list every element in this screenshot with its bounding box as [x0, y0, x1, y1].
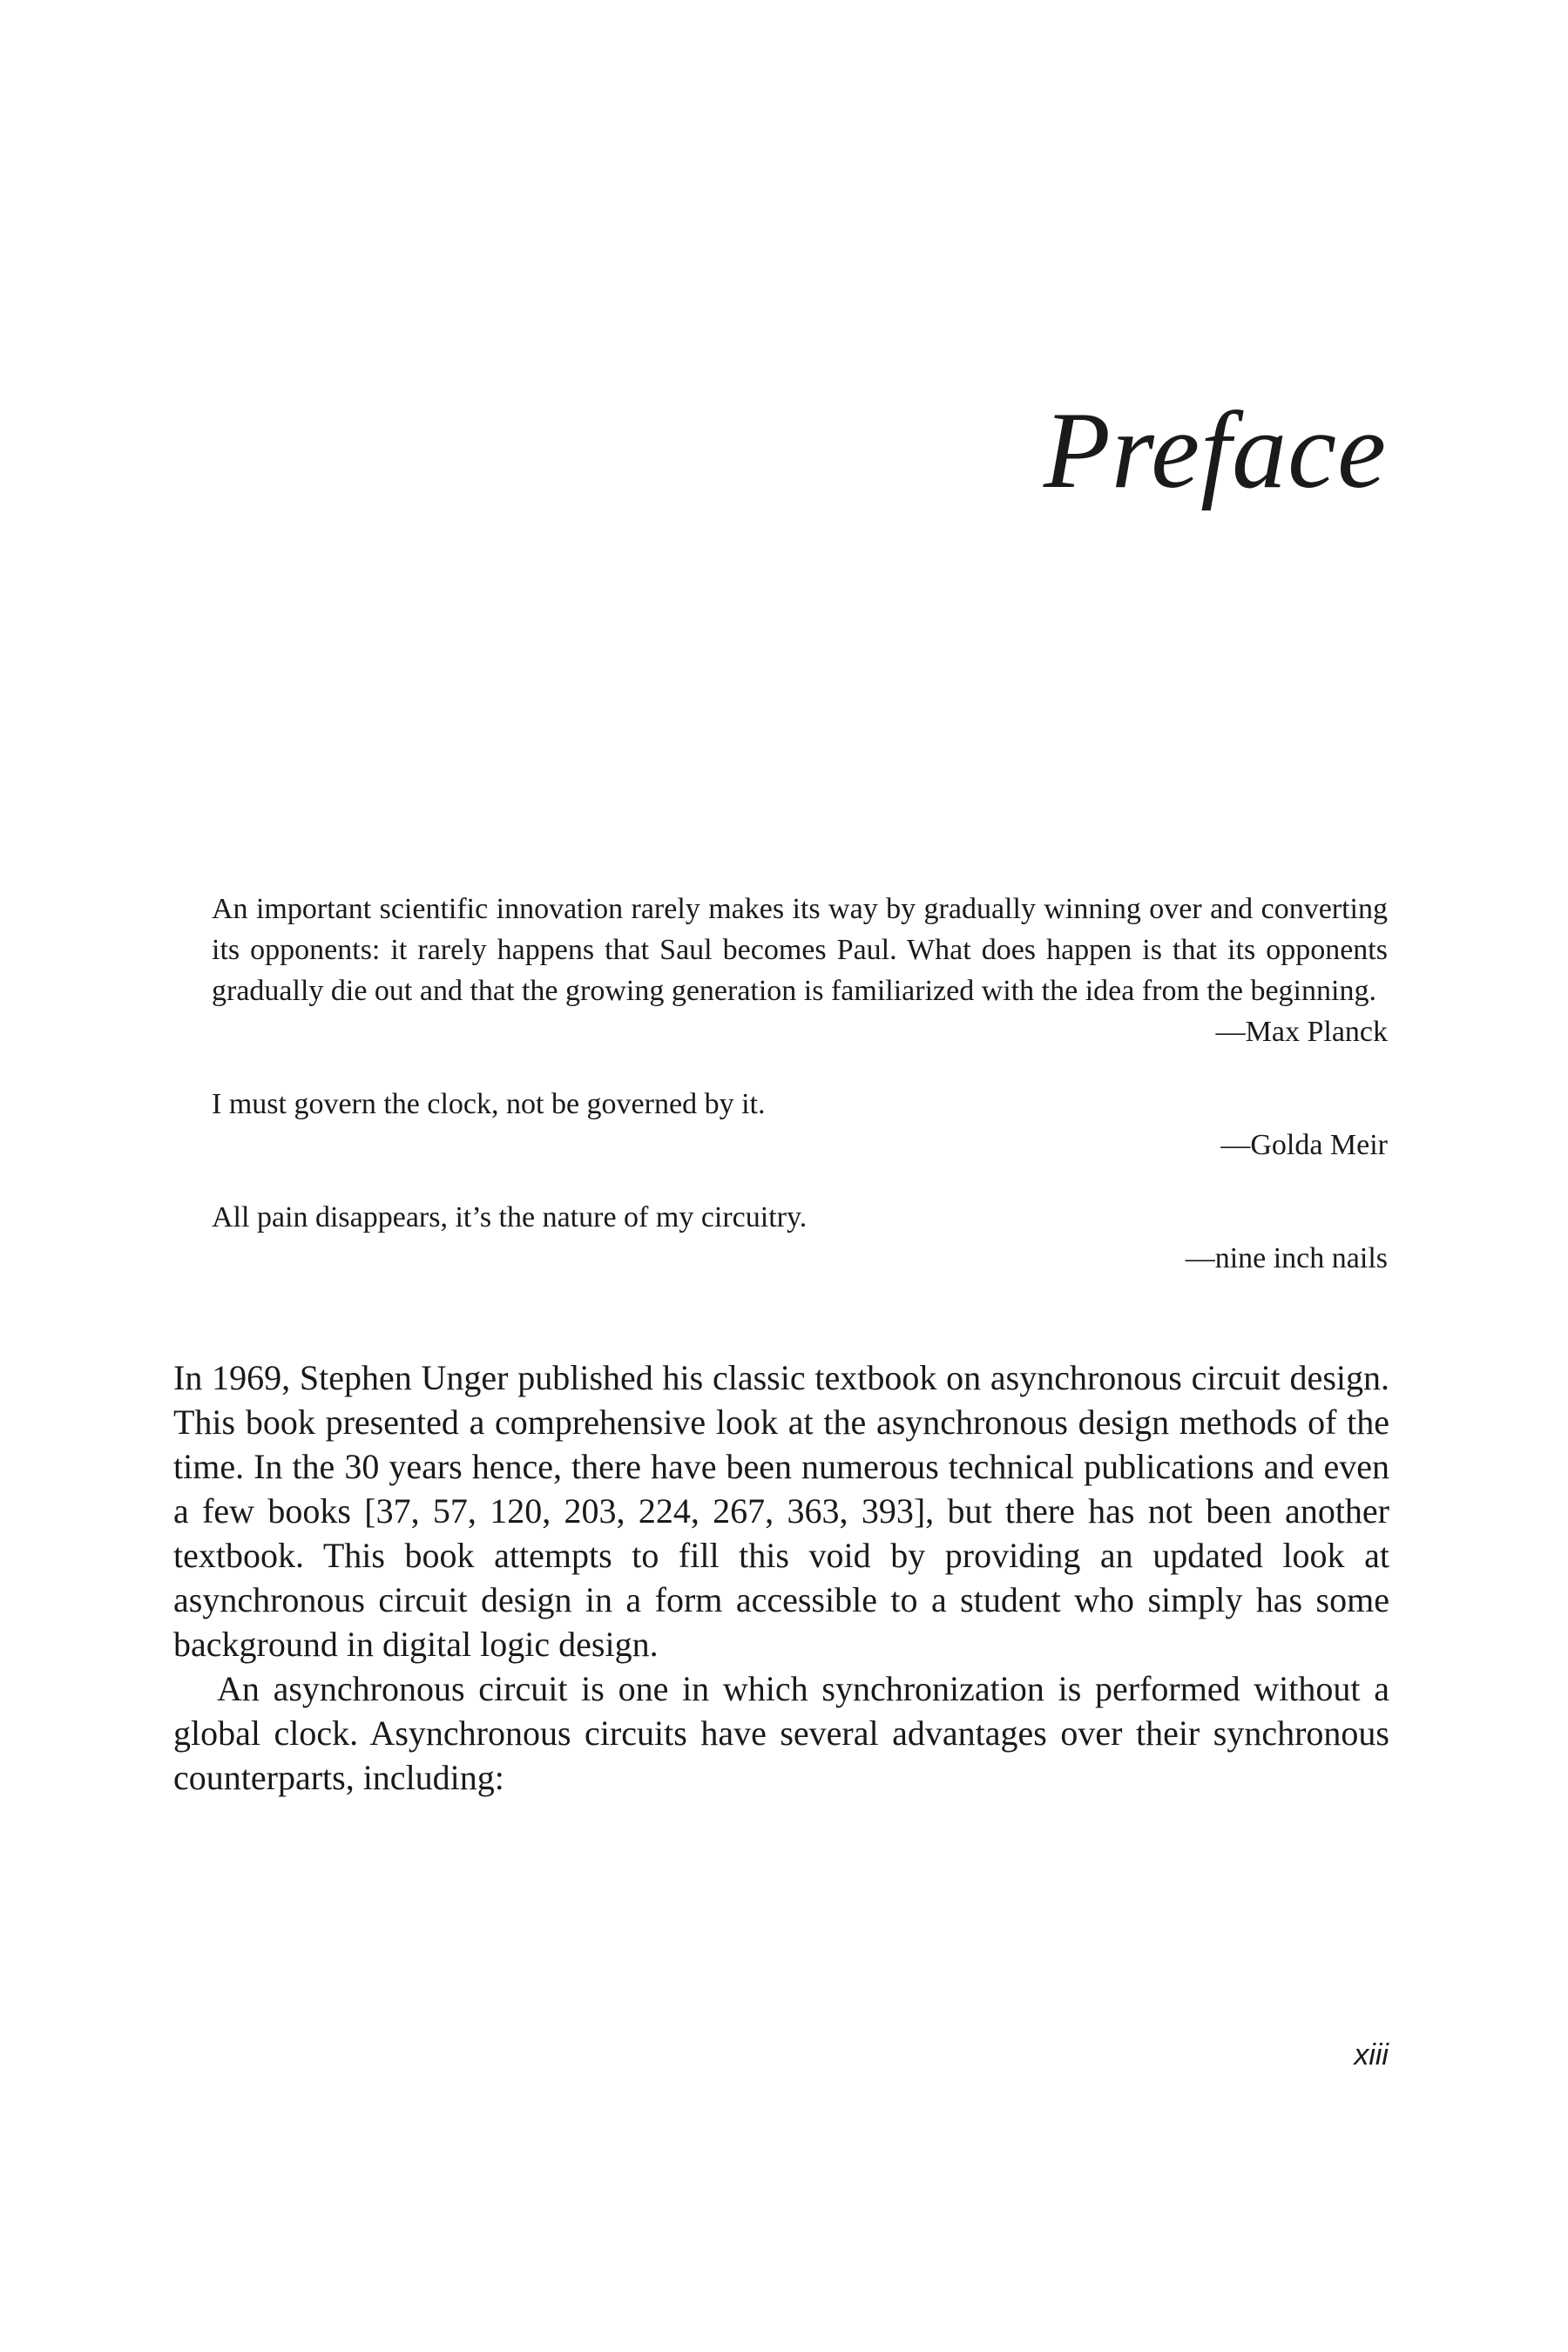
- page-title: Preface: [1043, 390, 1387, 511]
- body-paragraph: An asynchronous circuit is one in which synchronization is performed without a global clock. Asynchronous circuits have several advantages over their synchronous counterparts, including:: [173, 1669, 1389, 1797]
- body-text: [173, 1355, 1389, 1800]
- epigraph-planck: [212, 889, 1388, 1052]
- epigraph-quote: An important scientific innovation rarely makes its way by gradually winning over and converting its opponents: it rarely happens that Saul becomes Paul. What does happen is that its opponents gradually die out and that the growing generation is familiarized with the idea from the beginning.: [212, 893, 1388, 1007]
- epigraph-attribution: —Max Planck: [1215, 1016, 1388, 1048]
- epigraph-quote: All pain disappears, it’s the nature of my circuitry.: [212, 1201, 808, 1233]
- epigraphs: [212, 889, 1388, 1279]
- epigraph-quote: I must govern the clock, not be governed by it.: [212, 1088, 766, 1120]
- page-number: xiii: [1354, 2038, 1389, 2072]
- epigraph-nin: [212, 1197, 1388, 1279]
- epigraph-meir: [212, 1084, 1388, 1166]
- body-paragraph: In 1969, Stephen Unger published his classic textbook on asynchronous circuit design. This book presented a comprehensive look at the asynchronous design methods of the time. In the 30 years hence, there have been numerous technical publications and even a few books [37, 57, 120, 203, 224, 267, 363, 393], but there has not been another textbook. This book attempts to fill this void by providing an updated look at asynchronous circuit design in a form accessible to a student who simply has some background in digital logic design.: [173, 1358, 1389, 1664]
- epigraph-attribution: —Golda Meir: [1220, 1129, 1388, 1161]
- epigraph-attribution: —nine inch nails: [1185, 1242, 1388, 1274]
